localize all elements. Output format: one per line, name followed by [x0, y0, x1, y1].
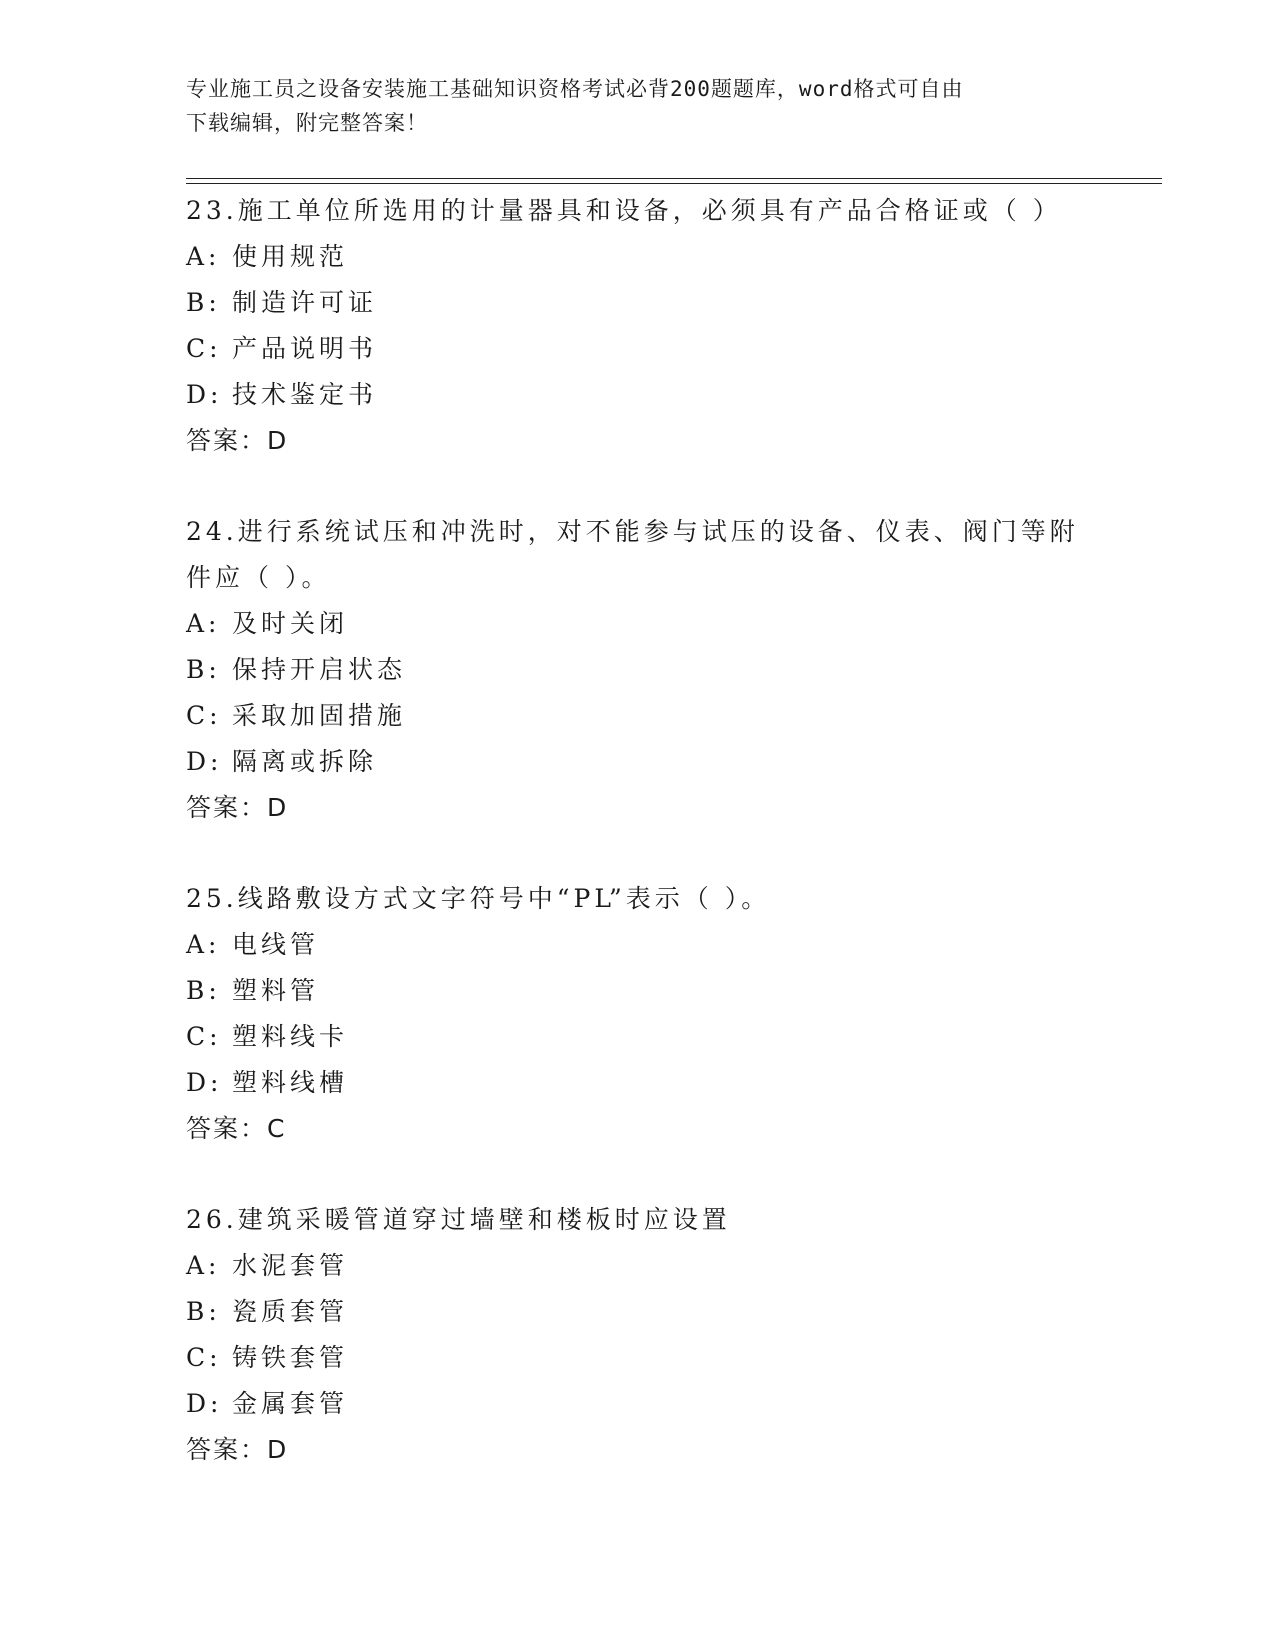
option-key: A:	[186, 1251, 221, 1280]
option-c	[186, 326, 1086, 372]
option-text: 技术鉴定书	[232, 380, 378, 409]
option-d	[186, 372, 1086, 418]
option-text: 瓷质套管	[232, 1297, 349, 1326]
option-key: C:	[186, 701, 222, 730]
option-b	[186, 280, 1086, 326]
question-list	[186, 188, 1086, 1518]
option-key: A:	[186, 242, 221, 271]
question-text: 26.建筑采暖管道穿过墙壁和楼板时应设置	[186, 1205, 731, 1234]
option-key: B:	[186, 976, 221, 1005]
header-line-2: 下载编辑，附完整答案！	[186, 111, 428, 135]
option-text: 塑料线槽	[232, 1068, 349, 1097]
option-c	[186, 1014, 1086, 1060]
option-text: 铸铁套管	[232, 1343, 349, 1372]
option-text: 保持开启状态	[232, 655, 407, 684]
header-line-1: 专业施工员之设备安装施工基础知识资格考试必背200题题库，word格式可自由	[186, 77, 964, 101]
answer-line: 答案：D	[186, 793, 289, 822]
question-text: 23.施工单位所选用的计量器具和设备，必须具有产品合格证或（ ）	[186, 196, 1062, 225]
option-key: D:	[186, 1389, 223, 1418]
option-text: 使用规范	[232, 242, 349, 271]
option-key: B:	[186, 655, 221, 684]
document-header	[186, 72, 1086, 140]
option-a	[186, 601, 1086, 647]
option-key: C:	[186, 1022, 222, 1051]
option-a	[186, 1243, 1086, 1289]
question-text: 24.进行系统试压和冲洗时，对不能参与试压的设备、仪表、阀门等附件应（ ）。	[186, 517, 1079, 592]
option-a	[186, 922, 1086, 968]
option-text: 采取加固措施	[232, 701, 407, 730]
option-b	[186, 647, 1086, 693]
question-26	[186, 1197, 1086, 1473]
question-text: 25.线路敷设方式文字符号中“PL”表示（ ）。	[186, 884, 771, 913]
answer-line: 答案：D	[186, 1435, 289, 1464]
option-key: D:	[186, 747, 223, 776]
option-text: 制造许可证	[232, 288, 378, 317]
option-key: B:	[186, 1297, 221, 1326]
option-text: 塑料线卡	[232, 1022, 349, 1051]
option-text: 水泥套管	[232, 1251, 349, 1280]
option-key: B:	[186, 288, 221, 317]
question-24	[186, 509, 1086, 831]
option-c	[186, 1335, 1086, 1381]
option-text: 及时关闭	[232, 609, 349, 638]
question-25	[186, 876, 1086, 1152]
header-divider-top	[186, 178, 1162, 179]
option-b	[186, 968, 1086, 1014]
option-text: 隔离或拆除	[232, 747, 378, 776]
option-d	[186, 739, 1086, 785]
option-a	[186, 234, 1086, 280]
header-divider-bottom	[186, 183, 1162, 184]
option-text: 电线管	[232, 930, 320, 959]
option-b	[186, 1289, 1086, 1335]
option-d	[186, 1381, 1086, 1427]
option-key: A:	[186, 609, 221, 638]
option-text: 塑料管	[232, 976, 320, 1005]
option-key: D:	[186, 1068, 223, 1097]
option-c	[186, 693, 1086, 739]
question-23	[186, 188, 1086, 464]
option-key: A:	[186, 930, 221, 959]
option-d	[186, 1060, 1086, 1106]
option-key: C:	[186, 334, 222, 363]
option-text: 产品说明书	[232, 334, 378, 363]
option-text: 金属套管	[232, 1389, 349, 1418]
option-key: D:	[186, 380, 223, 409]
answer-line: 答案：C	[186, 1114, 287, 1143]
option-key: C:	[186, 1343, 222, 1372]
answer-line: 答案：D	[186, 426, 289, 455]
